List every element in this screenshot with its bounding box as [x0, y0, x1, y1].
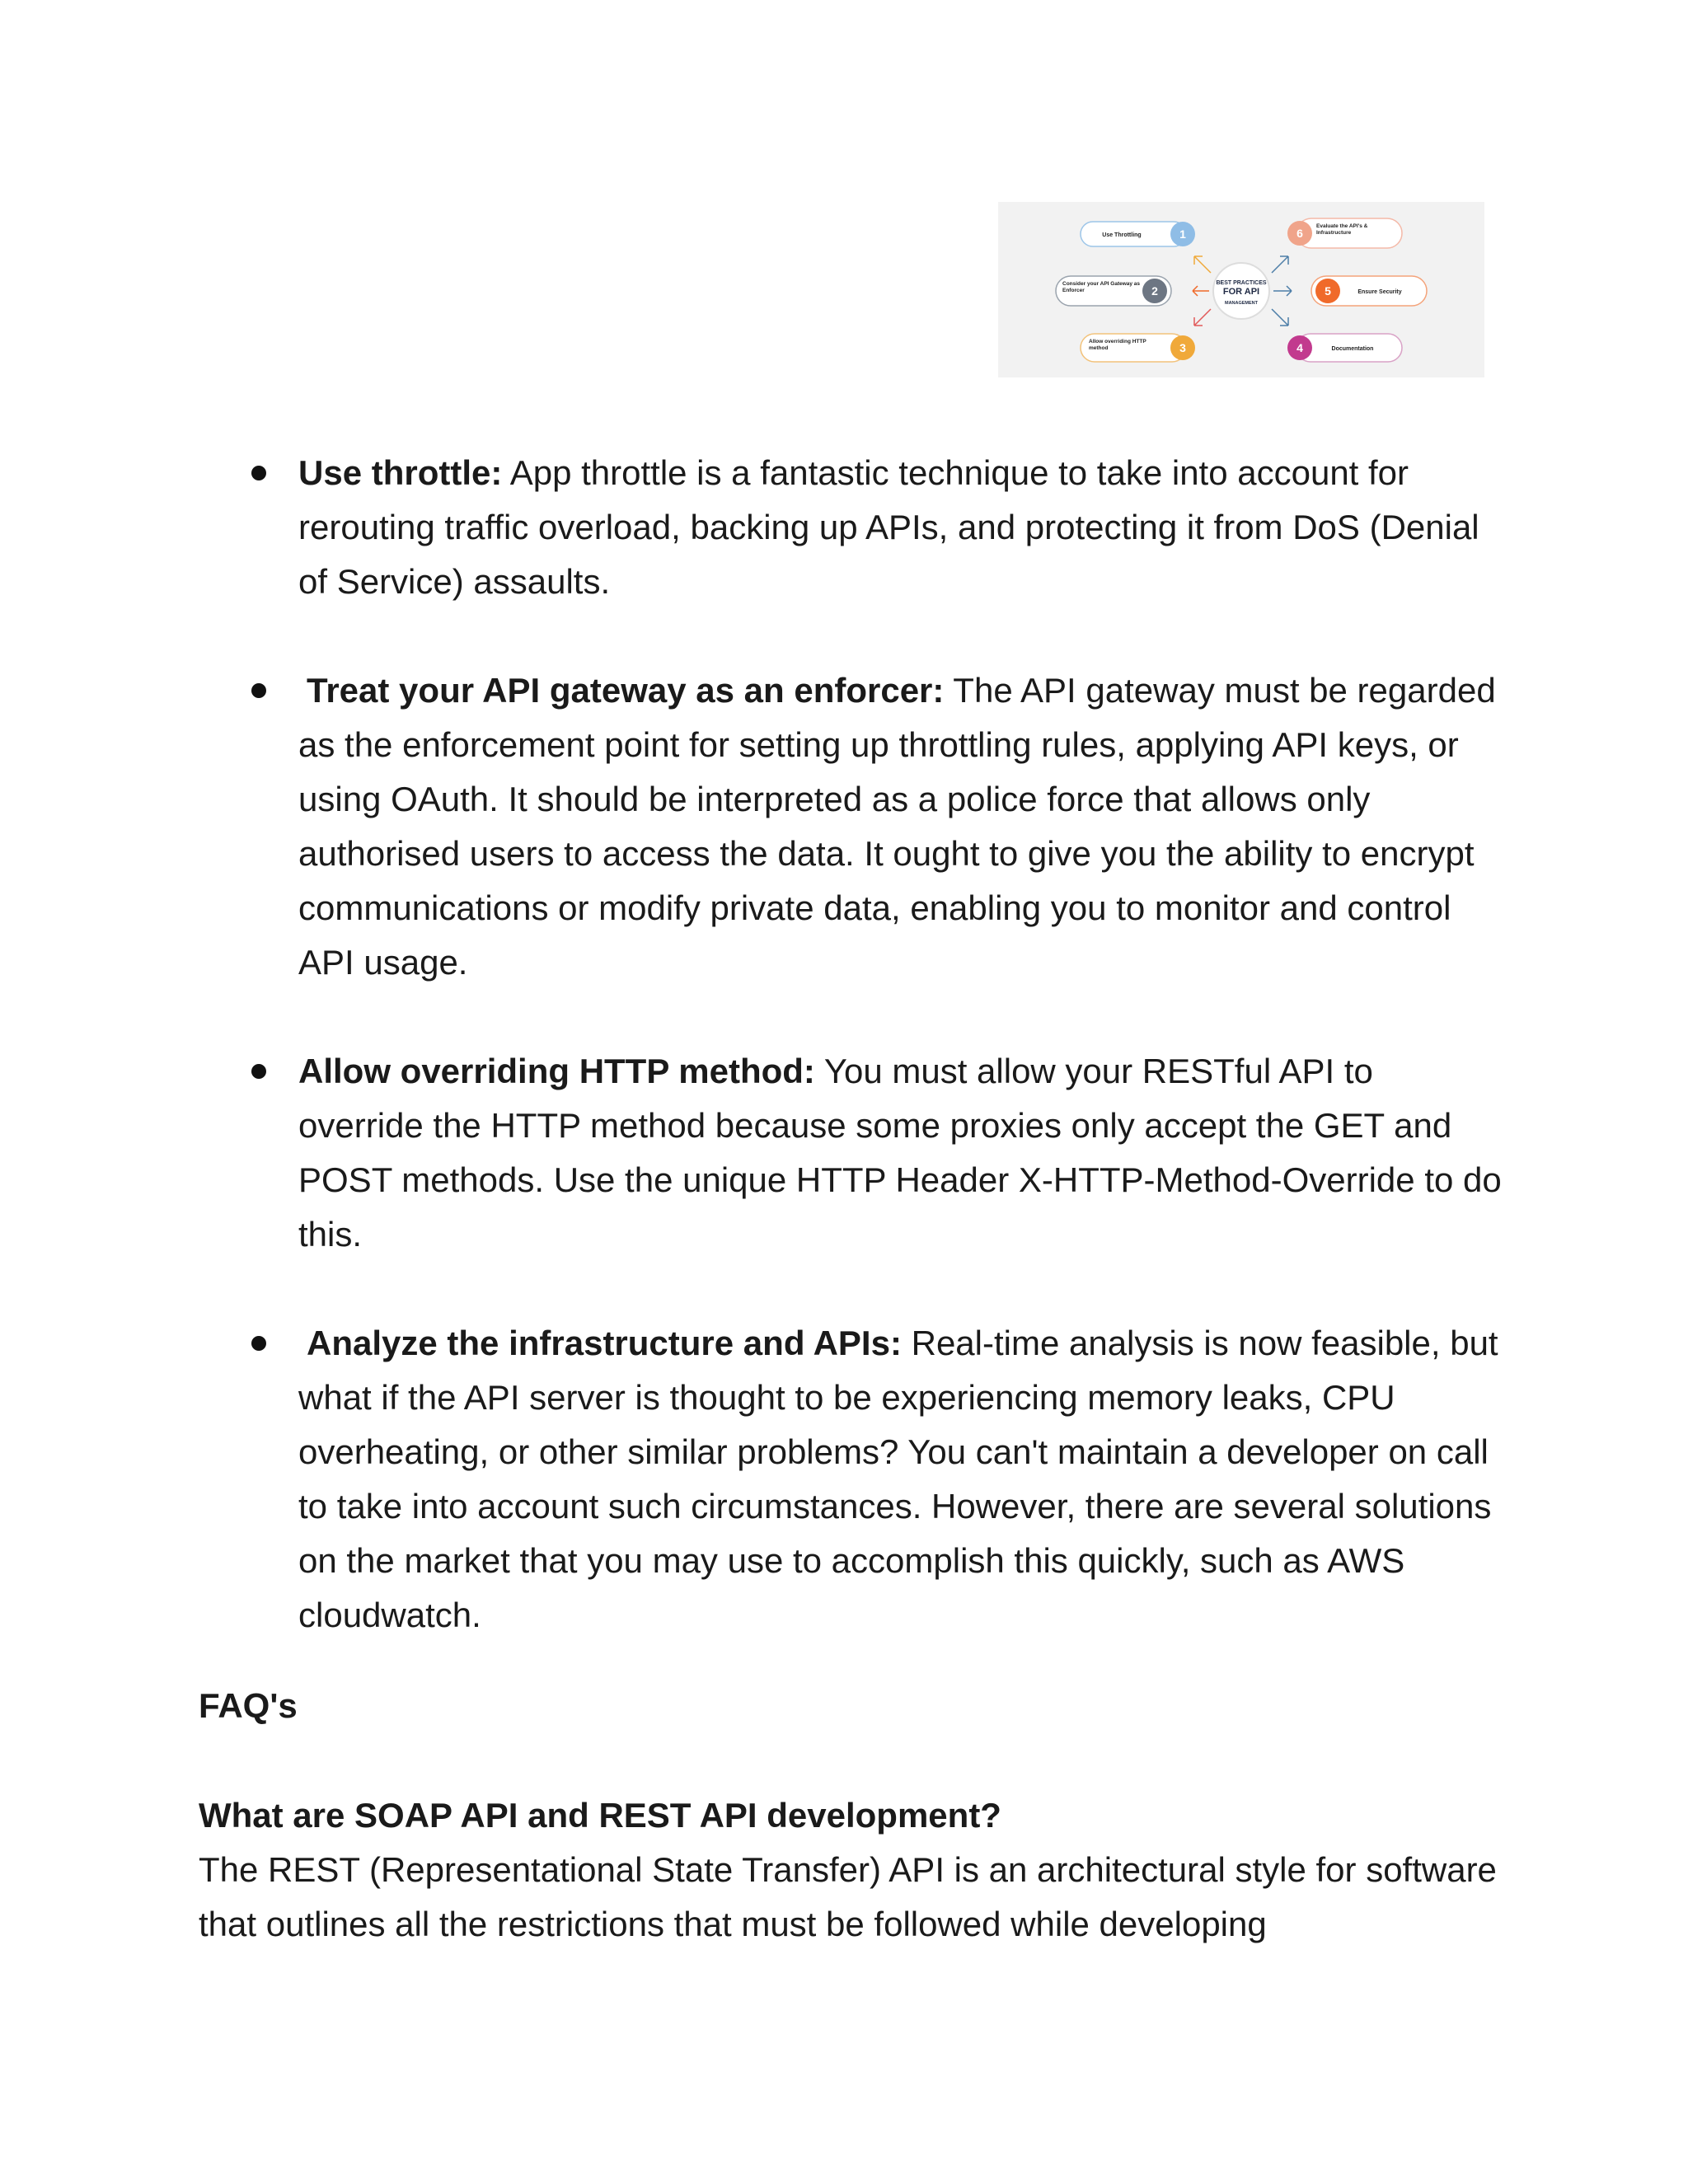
badge-5-number: 5: [1325, 284, 1331, 298]
list-item-text: Real-time analysis is now feasible, but what if the API server is thought to be experiencing memory leaks, CPU overheating, or other similar problems? You can't maintain a developer on call to take into account such circumstances. However, there are several solutions on the market that you may use to accomplish this quickly, such as AWS cloudwatch.: [298, 1324, 1498, 1634]
badge-4-number: 4: [1296, 341, 1303, 354]
badge-6-number: 6: [1296, 227, 1303, 240]
bullet-icon: [251, 1064, 266, 1079]
arrow-3-icon: [1194, 309, 1211, 326]
faq-heading: FAQ's: [199, 1686, 298, 1725]
badge-2-number: 2: [1151, 284, 1158, 298]
item-6-label: Evaluate the API's & Infrastructure: [1316, 223, 1368, 236]
list-item-title: Treat your API gateway as an enforcer:: [307, 671, 945, 710]
center-line-1: BEST PRACTICES: [1216, 280, 1267, 286]
item-5-label: Ensure Security: [1357, 289, 1402, 295]
arrow-6-icon: [1272, 256, 1288, 273]
arrow-1-icon: [1194, 256, 1211, 273]
list-item: [249, 446, 1502, 609]
item-1-label: Use Throttling: [1102, 232, 1142, 238]
center-line-2: FOR API: [1222, 287, 1260, 297]
list-item: [249, 1316, 1502, 1643]
item-4-label: Documentation: [1331, 346, 1374, 352]
bullet-icon: [251, 466, 266, 480]
badge-3-number: 3: [1179, 341, 1186, 354]
bullet-icon: [251, 1336, 266, 1351]
api-best-practices-figure: [998, 202, 1484, 377]
arrow-5-icon: [1273, 286, 1292, 296]
item-3-label: Allow overriding HTTP method: [1089, 339, 1146, 351]
arrow-4-icon: [1272, 309, 1288, 326]
arrow-2-icon: [1193, 286, 1209, 296]
badge-1-number: 1: [1179, 227, 1186, 241]
item-2-label: Consider your API Gateway as Enforcer: [1062, 281, 1141, 293]
list-item-title: Allow overriding HTTP method:: [298, 1052, 815, 1090]
list-item-title: Use throttle:: [298, 453, 503, 492]
list-item-text: You must allow your RESTful API to override the HTTP method because some proxies only accept the GET and POST methods. Use the unique HTTP Header X-HTTP-Method-Override to do this.: [298, 1052, 1502, 1254]
list-item: [249, 1044, 1502, 1262]
list-item: [249, 663, 1502, 990]
list-item-title: Analyze the infrastructure and APIs:: [307, 1324, 902, 1362]
list-item-text: The API gateway must be regarded as the enforcement point for setting up throttling rules, applying API keys, or using OAuth. It should be interpreted as a police force that allows only authorised users to access the data. It ought to give you the ability to encrypt communications or modify private data, enabling you to monitor and control API usage.: [298, 671, 1496, 982]
faq-answer: The REST (Representational State Transfer) API is an architectural style for software that outlines all the restrictions that must be followed while developing: [199, 1850, 1497, 1943]
faq-question: What are SOAP API and REST API development?: [199, 1796, 1001, 1835]
list-item-text: App throttle is a fantastic technique to take into account for rerouting traffic overload, backing up APIs, and protecting it from DoS (Denial of Service) assaults.: [298, 453, 1479, 601]
best-practices-list: [249, 446, 1502, 1697]
center-line-3: MANAGEMENT: [1224, 301, 1259, 306]
bullet-icon: [251, 683, 266, 698]
